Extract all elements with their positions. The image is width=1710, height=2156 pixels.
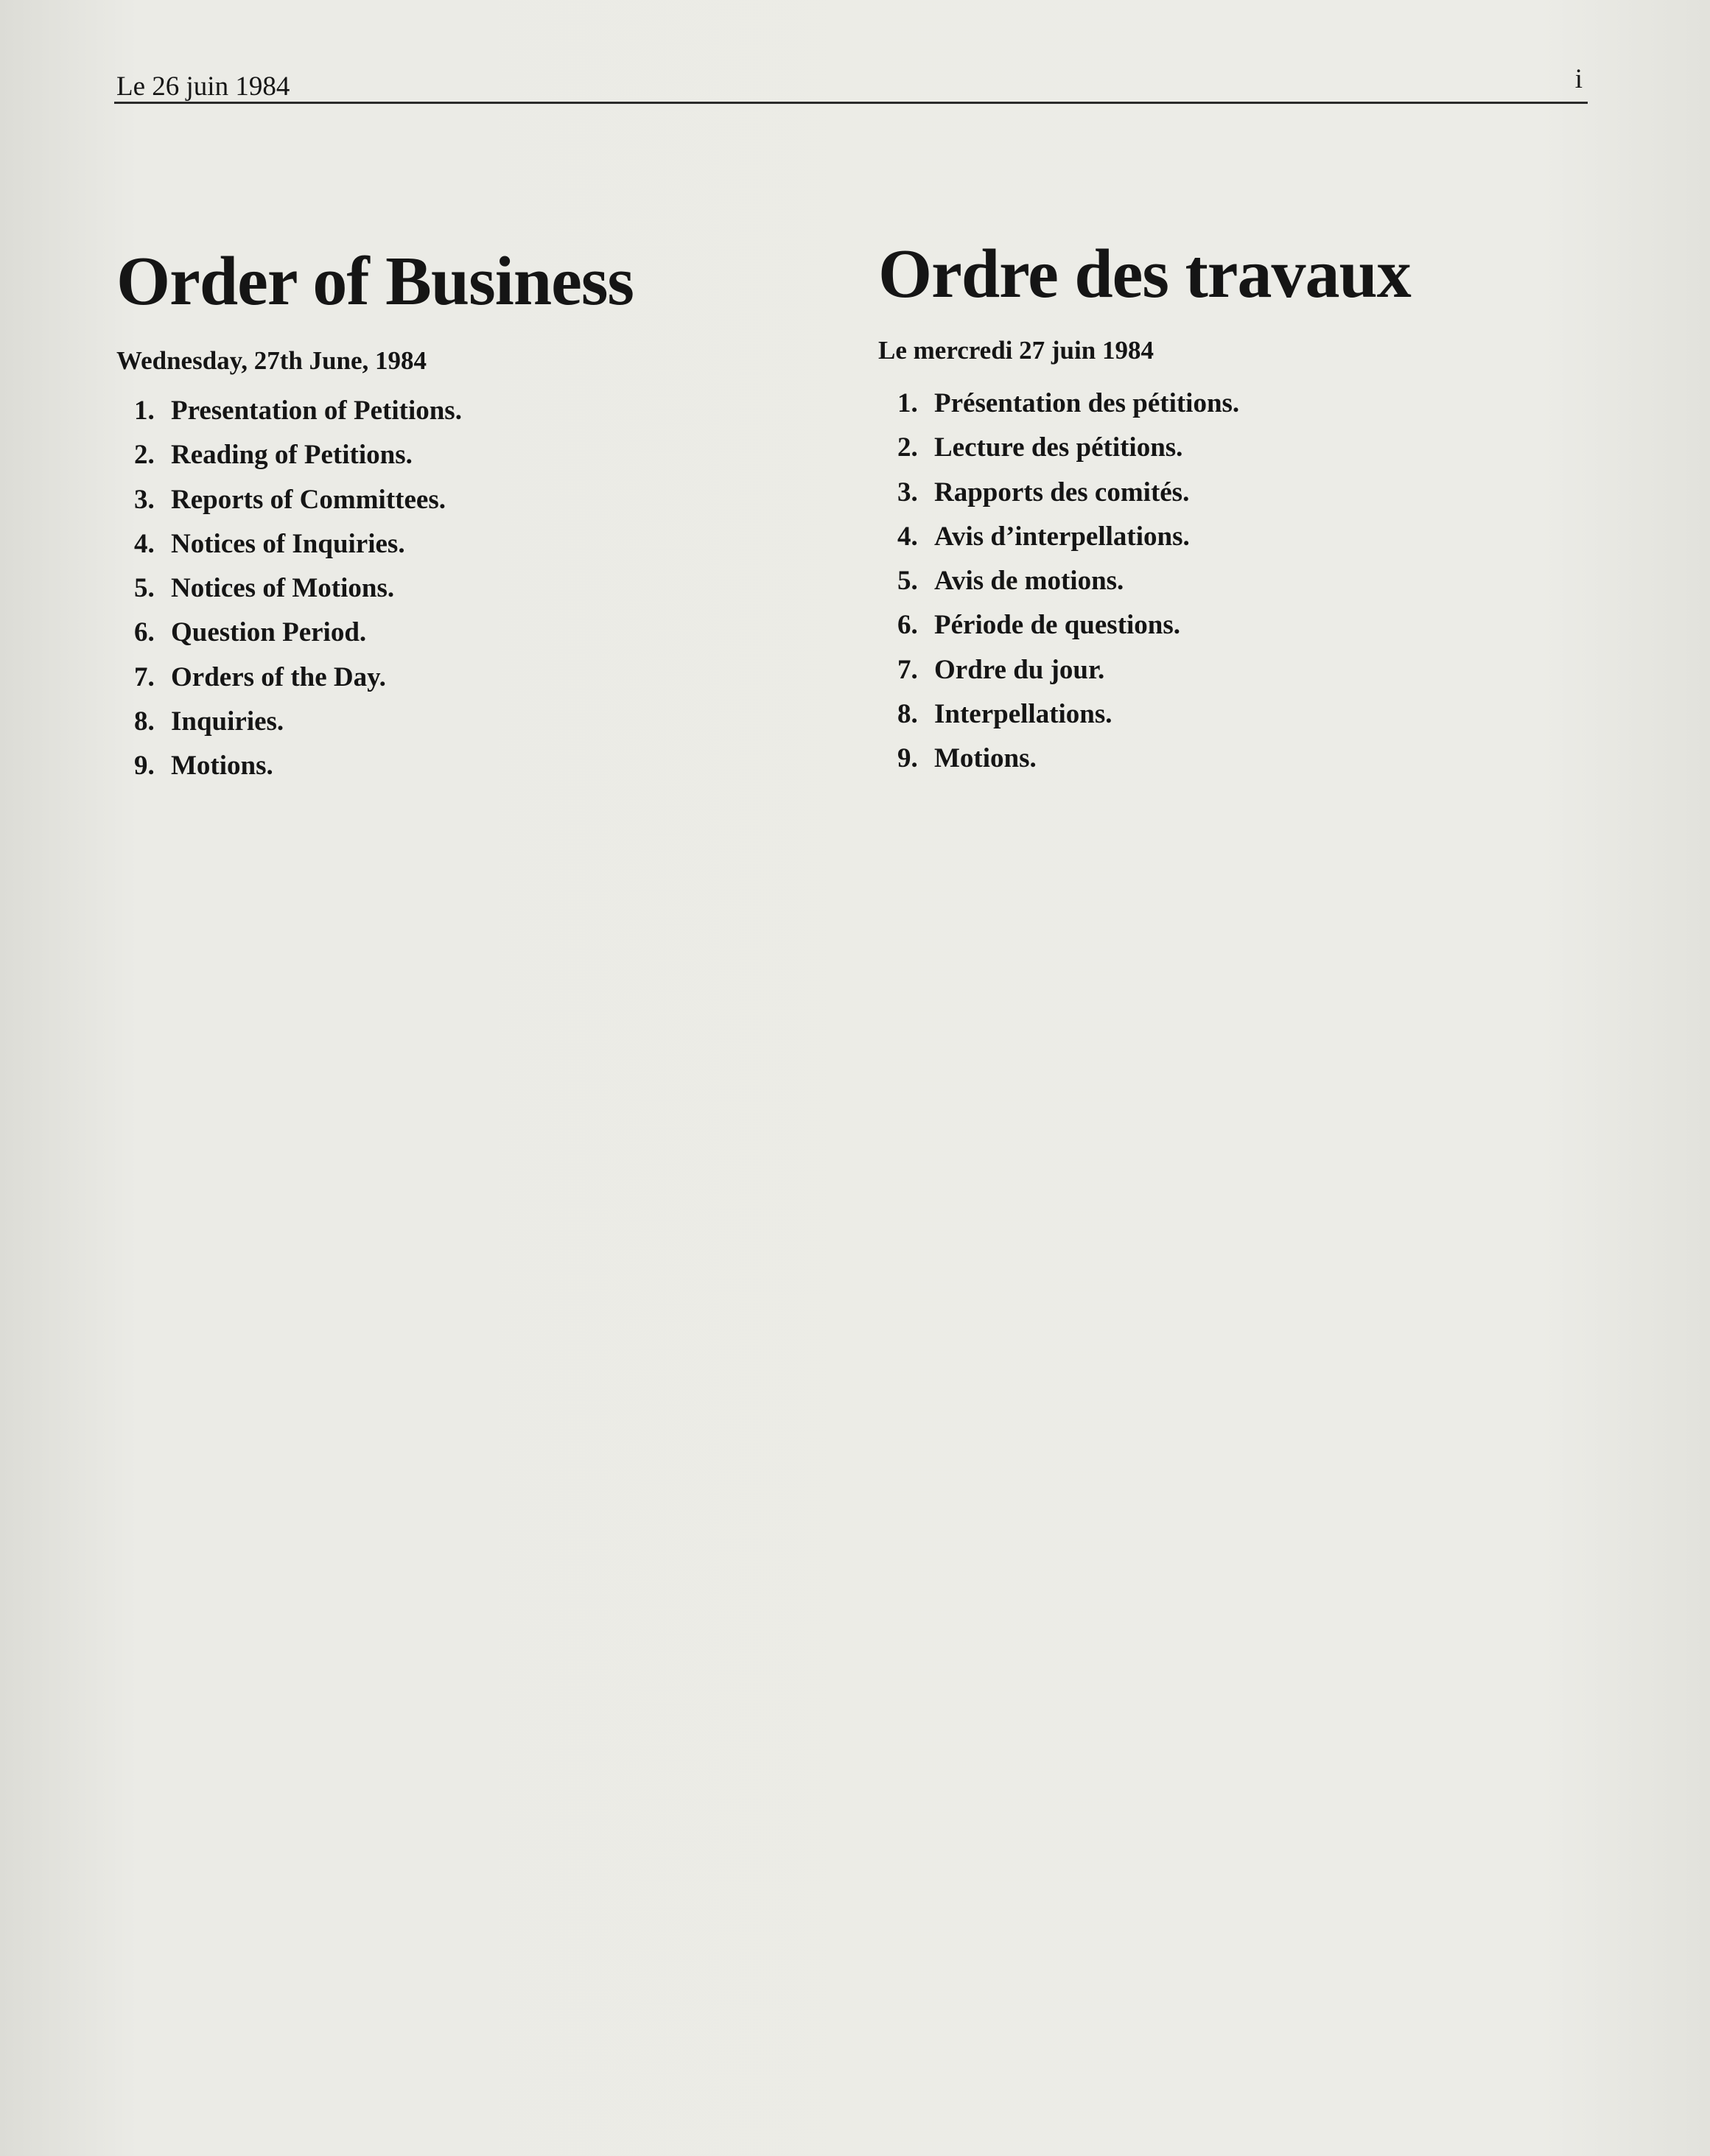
item-label: Période de questions. [934, 610, 1181, 641]
item-label: Reading of Petitions. [171, 440, 413, 471]
item-label: Avis de motions. [934, 566, 1124, 597]
list-item [134, 661, 462, 706]
item-label: Avis d’interpellations. [934, 521, 1190, 552]
item-number: 1. [134, 396, 155, 426]
page-number: i [1574, 64, 1583, 94]
item-number: 4. [897, 521, 918, 552]
item-label: Notices of Motions. [171, 573, 395, 604]
english-title: Order of Business [116, 243, 634, 320]
list-item [134, 572, 462, 617]
list-item [897, 654, 1239, 698]
item-number: 7. [897, 654, 918, 685]
item-number: 9. [134, 751, 155, 782]
list-item [897, 742, 1239, 787]
item-label: Orders of the Day. [171, 661, 386, 692]
item-label: Interpellations. [934, 699, 1112, 730]
item-number: 1. [897, 388, 918, 418]
item-number: 5. [897, 566, 918, 597]
list-item [134, 750, 462, 794]
english-order-list [134, 395, 462, 795]
item-label: Lecture des pétitions. [934, 432, 1183, 463]
item-label: Présentation des pétitions. [934, 388, 1240, 418]
list-item [134, 617, 462, 661]
list-item [134, 528, 462, 572]
item-number: 2. [897, 432, 918, 463]
list-item [897, 565, 1239, 609]
item-number: 7. [134, 661, 155, 692]
french-title: Ordre des travaux [878, 236, 1411, 312]
item-number: 3. [897, 477, 918, 508]
list-item [897, 432, 1239, 476]
french-date: Le mercredi 27 juin 1984 [878, 336, 1154, 365]
french-order-list [897, 387, 1239, 787]
item-number: 6. [134, 617, 155, 648]
item-label: Reports of Committees. [171, 484, 446, 515]
item-label: Inquiries. [171, 706, 284, 737]
list-item [897, 698, 1239, 742]
item-number: 6. [897, 610, 918, 641]
list-item [897, 477, 1239, 521]
list-item [134, 439, 462, 483]
item-label: Motions. [171, 751, 273, 782]
item-label: Rapports des comités. [934, 477, 1190, 508]
list-item [897, 387, 1239, 432]
header-rule [114, 102, 1588, 104]
item-label: Motions. [934, 743, 1037, 774]
item-number: 5. [134, 573, 155, 604]
list-item [134, 484, 462, 528]
item-number: 4. [134, 528, 155, 559]
item-number: 8. [897, 699, 918, 730]
list-item [134, 395, 462, 439]
item-number: 3. [134, 484, 155, 515]
item-number: 8. [134, 706, 155, 737]
item-label: Notices of Inquiries. [171, 528, 405, 559]
item-label: Ordre du jour. [934, 654, 1105, 685]
item-number: 9. [897, 743, 918, 774]
header-date: Le 26 juin 1984 [116, 71, 290, 102]
list-item [897, 521, 1239, 565]
list-item [134, 706, 462, 750]
item-number: 2. [134, 440, 155, 471]
english-date: Wednesday, 27th June, 1984 [116, 346, 427, 375]
list-item [897, 609, 1239, 653]
item-label: Question Period. [171, 617, 367, 648]
item-label: Presentation of Petitions. [171, 396, 462, 426]
